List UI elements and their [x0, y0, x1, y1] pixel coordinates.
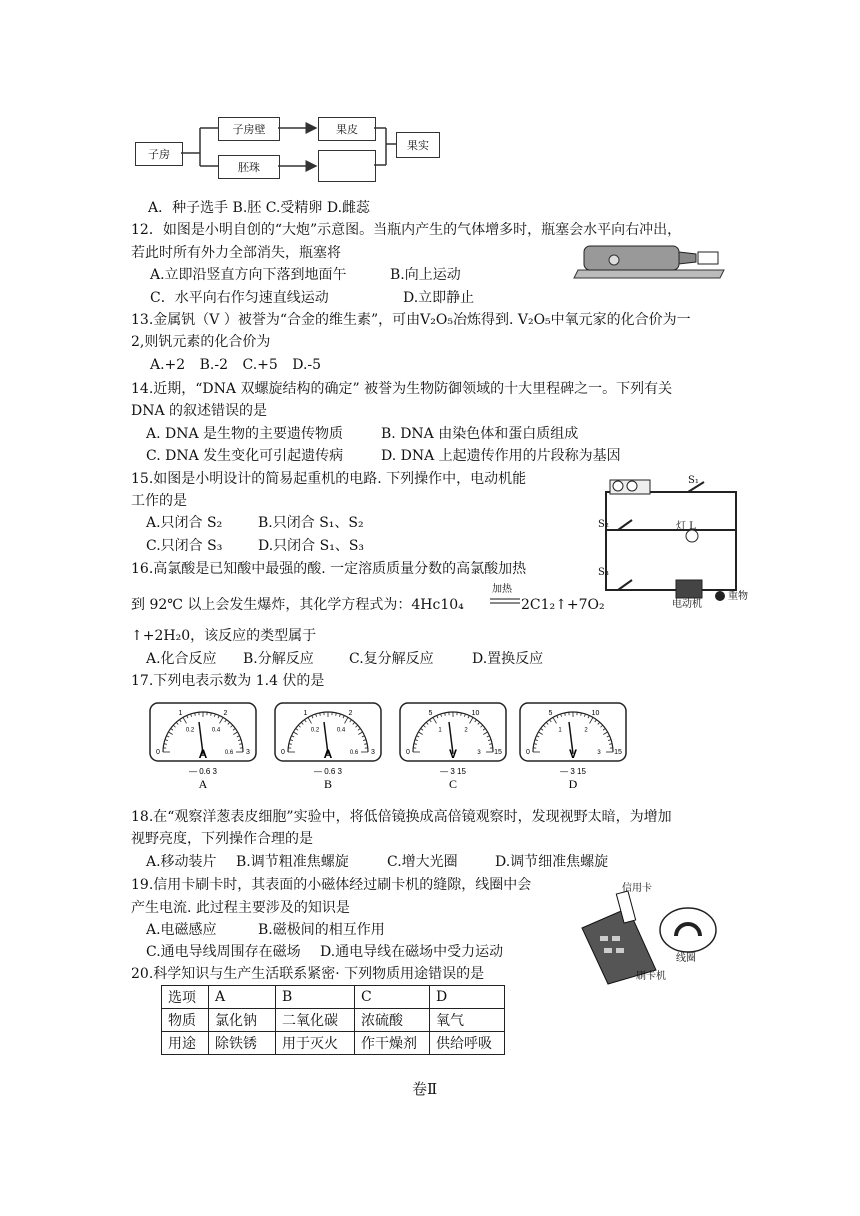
meter-option-label: A — [198, 777, 208, 791]
q15-option-a: A.只闭合 S₂ — [146, 515, 223, 531]
q14-option-b: B. DNA 由染色体和蛋白质组成 — [381, 426, 579, 442]
switch-s2-label: S₂ — [598, 519, 609, 530]
q15-stem-line2: 工作的是 — [131, 493, 187, 509]
meter-tick-label: 2 — [348, 710, 353, 718]
table-cell: B — [276, 986, 355, 1009]
ovary-wall-box: 子房壁 — [218, 117, 280, 141]
q11-options: A．种子选手 B.胚 C.受精卵 D.雌蕊 — [148, 200, 371, 216]
table-cell: 浓硫酸 — [355, 1009, 430, 1032]
meter-small-tick-label: 3 — [477, 750, 481, 756]
pericarp-box: 果皮 — [318, 117, 376, 141]
q14-stem-line1: 14.近期，“DNA 双螺旋结构的确定” 被誉为生物防御领域的十大里程碑之一。下列有关 — [131, 381, 673, 397]
meter-terminals: — 3 15 — [440, 767, 466, 776]
q12-option-a: A.立即沿竖直方向下落到地面午 — [150, 267, 347, 283]
card-reader-figure — [578, 878, 728, 988]
ovary-box: 子房 — [135, 142, 183, 166]
q19-stem-line1: 19.信用卡刷卡时，其表面的小磁体经过刷卡机的缝隙，线圈中会 — [131, 877, 532, 893]
q14-option-a: A. DNA 是生物的主要遗传物质 — [146, 426, 344, 442]
table-cell: 选项 — [162, 986, 209, 1009]
meter-tick-label: 0 — [526, 749, 530, 756]
table-cell: 作干燥剂 — [355, 1032, 430, 1055]
table-cell: 氧气 — [430, 1009, 505, 1032]
q13-options: A.+2 B.-2 C.+5 D.-5 — [150, 357, 322, 373]
meter-small-tick-label: 1 — [558, 727, 562, 734]
meter-tick-label: 3 — [246, 749, 250, 756]
q15-option-b: B.只闭合 S₁、S₂ — [258, 515, 364, 531]
table-cell: 用途 — [162, 1032, 209, 1055]
meter-unit: V — [448, 747, 458, 761]
q19-option-b: B.磁极间的相互作用 — [258, 922, 385, 938]
weight-label: 重物 — [728, 591, 748, 602]
meter-small-tick-label: 0.6 — [224, 750, 234, 756]
equation-equals-sign — [490, 598, 520, 604]
meter-tick-label: 0 — [281, 749, 285, 756]
meter-small-tick-label: 0.4 — [336, 727, 346, 734]
q15-stem-line1: 15.如图是小明设计的简易起重机的电路. 下列操作中，电动机能 — [131, 471, 527, 487]
q12-option-d: D.立即静止 — [403, 290, 475, 306]
coil-label: 线圈 — [676, 953, 696, 964]
section-title: 卷Ⅱ — [412, 1080, 438, 1098]
circuit-wires — [588, 470, 748, 610]
q19-option-c: C.通电导线周围存在磁场 — [146, 944, 301, 960]
q18-option-c: C.增大光圈 — [387, 854, 458, 870]
q19-stem-line2: 产生电流. 此过程主要涉及的知识是 — [131, 900, 350, 916]
q16-stem-line3: ↑+2H₂0，该反应的类型属于 — [131, 628, 317, 644]
meter-tick-label: 5 — [548, 710, 553, 718]
meter-option-label: D — [568, 777, 578, 791]
meter-tick-label: 0 — [156, 749, 160, 756]
card-label: 信用卡 — [622, 883, 652, 894]
meter-option-label: B — [323, 777, 333, 791]
meter-unit: A — [198, 747, 208, 761]
crane-circuit-figure — [588, 470, 748, 610]
meter-c — [399, 702, 507, 792]
q12-option-c: C．水平向右作匀速直线运动 — [150, 290, 329, 306]
meter-small-tick-label: 0.6 — [349, 750, 359, 756]
meter-small-tick-label: 2 — [584, 727, 588, 734]
meter-tick-label: 10 — [591, 710, 600, 718]
q18-option-d: D.调节细准焦螺旋 — [495, 854, 609, 870]
meter-terminals: — 3 15 — [560, 767, 586, 776]
q17-stem: 17.下列电表示数为 1.4 伏的是 — [131, 673, 325, 689]
q15-option-c: C.只闭合 S₃ — [146, 538, 223, 554]
q18-stem-line2: 视野亮度，下列操作合理的是 — [131, 831, 313, 847]
meter-tick-label: 1 — [178, 710, 183, 718]
q12-stem-line1: 12．如图是小明自创的“大炮”示意图。当瓶内产生的气体增多时，瓶塞会水平向右冲出， — [131, 222, 682, 238]
q18-option-a: A.移动装片 — [146, 854, 217, 870]
meter-small-tick-label: 3 — [597, 750, 601, 756]
table-cell: 二氧化碳 — [276, 1009, 355, 1032]
q16-option-a: A.化合反应 — [146, 651, 217, 667]
motor-label: 电动机 — [672, 599, 702, 610]
table-row — [162, 1032, 505, 1055]
q18-option-b: B.调节粗准焦螺旋 — [236, 854, 349, 870]
meter-tick-label: 2 — [223, 710, 228, 718]
q16-stem-line1: 16.高氯酸是已知酸中最强的酸. 一定溶质质量分数的高氯酸加热 — [131, 561, 527, 577]
table-cell: 物质 — [162, 1009, 209, 1032]
meter-d — [519, 702, 627, 792]
meter-terminals: — 0.6 3 — [313, 767, 343, 776]
meter-small-tick-label: 0.2 — [310, 727, 320, 734]
meter-b — [274, 702, 382, 792]
meter-tick-label: 5 — [428, 710, 433, 718]
meter-small-tick-label: 0.4 — [211, 727, 221, 734]
heat-condition: 加热 — [492, 584, 512, 595]
q15-option-d: D.只闭合 S₁、S₃ — [258, 538, 365, 554]
table-cell: D — [430, 986, 505, 1009]
table-cell: 供给呼吸 — [430, 1032, 505, 1055]
q16-stem-line2b: 2C1₂↑+7O₂ — [521, 597, 605, 613]
q16-option-c: C.复分解反应 — [349, 651, 434, 667]
q14-option-d: D. DNA 上起遗传作用的片段称为基因 — [381, 448, 621, 464]
meter-small-tick-label: 0.2 — [185, 727, 195, 734]
q19-option-a: A.电磁感应 — [146, 922, 217, 938]
meter-tick-label: 15 — [494, 749, 502, 756]
q19-option-d: D.通电导线在磁场中受力运动 — [320, 944, 504, 960]
q16-stem-line2a: 到 92℃ 以上会发生爆炸，其化学方程式为：4Hc10₄ — [131, 597, 464, 613]
table-row — [162, 1009, 505, 1032]
q16-option-b: B.分解反应 — [243, 651, 314, 667]
ovule-box: 胚珠 — [218, 155, 280, 179]
meter-a — [149, 702, 257, 792]
meter-unit: V — [568, 747, 578, 761]
table-row — [162, 986, 505, 1009]
meter-small-tick-label: 1 — [438, 727, 442, 734]
q13-stem-line1: 13.金属钒（V ）被誉为“合金的维生素”，可由V₂O₅冶炼得到. V₂O₅中氧元家的化合价为一 — [131, 312, 691, 328]
lamp-label: 灯 L — [676, 521, 696, 532]
meter-tick-label: 0 — [406, 749, 410, 756]
switch-s1-label: S₁ — [688, 475, 699, 486]
q12-stem-line2: 若此时所有外力全部消失，瓶塞将 — [131, 245, 341, 261]
table-cell: 用于灭火 — [276, 1032, 355, 1055]
meter-tick-label: 3 — [371, 749, 375, 756]
q13-stem-line2: 2,则钒元素的化合价为 — [131, 334, 271, 350]
q20-stem: 20.科学知识与生产生活联系紧密· 下列物质用途错误的是 — [131, 966, 485, 982]
fruit-box: 果实 — [396, 132, 440, 158]
meter-unit: A — [323, 747, 333, 761]
q14-stem-line2: DNA 的叙述错误的是 — [131, 403, 268, 419]
table-cell: 氯化钠 — [209, 1009, 276, 1032]
meter-tick-label: 15 — [614, 749, 622, 756]
meter-small-tick-label: 2 — [464, 727, 468, 734]
switch-s3-label: S₃ — [598, 567, 609, 578]
q12-option-b: B.向上运动 — [390, 267, 461, 283]
reader-label: 刷卡机 — [636, 971, 666, 982]
q20-options-table — [161, 985, 505, 1055]
meter-tick-label: 1 — [303, 710, 308, 718]
q14-option-c: C. DNA 发生变化可引起遗传病 — [146, 448, 344, 464]
meter-terminals: — 0.6 3 — [188, 767, 218, 776]
table-cell: C — [355, 986, 430, 1009]
meter-option-label: C — [448, 777, 458, 791]
table-cell: A — [209, 986, 276, 1009]
fruit-diagram-connectors — [0, 0, 860, 200]
meter-tick-label: 10 — [471, 710, 480, 718]
bottle-cannon-figure — [574, 240, 734, 280]
table-cell: 除铁锈 — [209, 1032, 276, 1055]
q16-option-d: D.置换反应 — [472, 651, 544, 667]
q18-stem-line1: 18.在“观察洋葱表皮细胞”实验中，将低倍镜换成高倍镜观察时，发现视野太暗，为增加 — [131, 809, 672, 825]
